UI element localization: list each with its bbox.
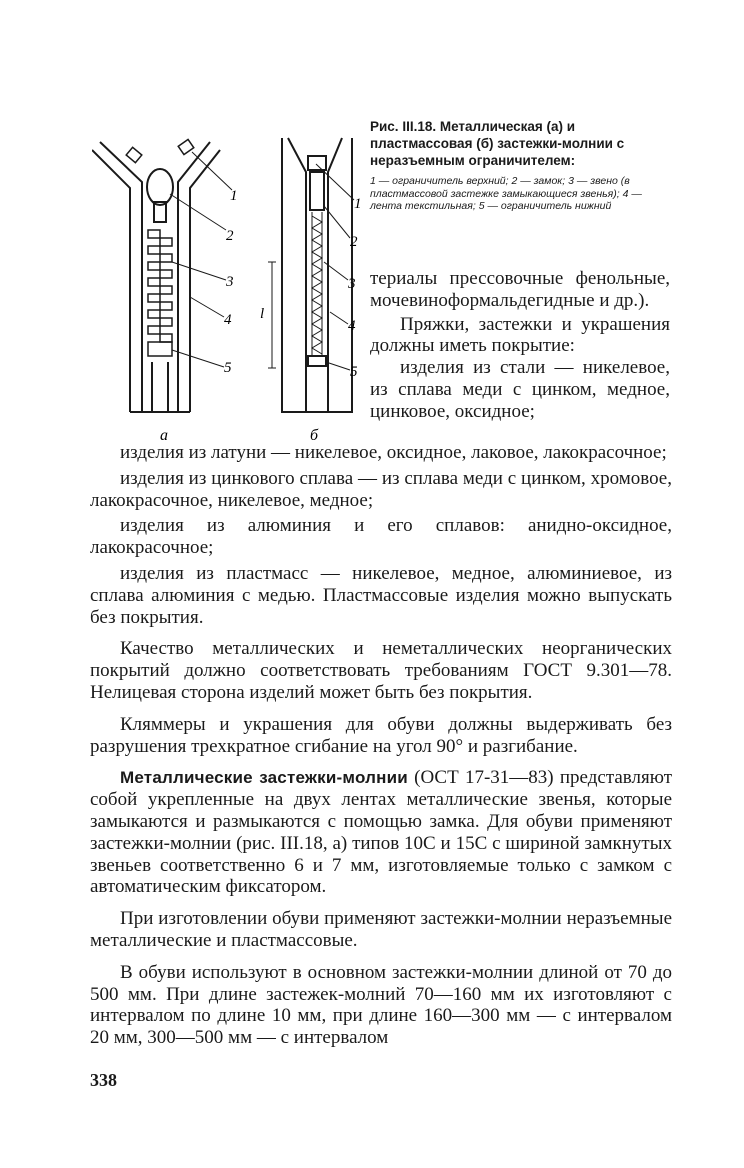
paragraph: изделия из цинкового сплава — из сплава меди с цинком, хромовое, лакокрасочное, никелевое, медное;	[90, 467, 672, 511]
paragraph	[90, 767, 672, 898]
zipper-figure	[92, 112, 380, 442]
paragraph: изделия из латуни — никелевое, оксидное, лаковое, лакокрасочное;	[120, 442, 667, 463]
run-in-heading: Металлические застежки-молнии	[120, 768, 408, 788]
label-b3: 3	[348, 276, 356, 292]
paragraph: При изготовлении обуви применяют застежки-молнии неразъемные металлические и пластмассовые.	[90, 908, 672, 951]
paragraph: Кляммеры и украшения для обуви должны выдерживать без разрушения трехкратное сгибание на угол 90° и разгибание.	[90, 713, 672, 757]
label-a2: 2	[226, 228, 234, 244]
page-number: 338	[90, 1070, 117, 1090]
panel-a-label: а	[160, 427, 168, 442]
paragraph: изделия из алюминия и его сплавов: анидно-оксидное, лакокрасочное;	[90, 515, 672, 559]
figure-caption	[370, 118, 670, 213]
paragraph: изделия из стали — никелевое, из сплава меди с цинком, медное, цинковое, оксидное;	[370, 357, 670, 422]
plastic-zipper-drawing	[268, 138, 354, 412]
label-b4: 4	[348, 318, 356, 334]
main-text-block	[90, 442, 672, 1049]
label-b5: 5	[350, 364, 358, 380]
paragraph: изделия из пластмасс — никелевое, медное, алюминиевое, из сплава алюминия с медью. Пластмассовые изделия можно выпускать без покрытия.	[90, 562, 672, 628]
label-a5: 5	[224, 360, 232, 376]
paragraph: Качество металлических и неметаллических неорганических покрытий должно соответствовать требованиям ГОСТ 9.301—78. Нелицевая сторона изделий может быть без покрытия.	[90, 638, 672, 703]
label-a3: 3	[226, 274, 234, 290]
length-label: l	[260, 306, 265, 322]
paragraph: териалы прессовочные фенольные, мочевиноформальдегидные и др.).	[370, 268, 670, 311]
wrapped-text-block	[370, 268, 670, 423]
metal-zipper-drawing	[92, 139, 232, 412]
label-b2: 2	[350, 234, 358, 250]
label-a4: 4	[224, 312, 232, 328]
label-a1: 1	[230, 188, 238, 204]
paragraph-text: (ОСТ 17-31—83) представляют собой укрепленные на двух лентах металлические звенья, которые замыкаются и размыкаются с помощью замка. Для обуви применяют застежки-молнии (рис. III.18, а) типов 10С и 15С с шириной замкнутых звеньев соответственно 6 и 7 мм, изготовляемые только с замком с автоматическим фиксатором.	[90, 767, 672, 898]
paragraph: Пряжки, застежки и украшения должны иметь покрытие:	[370, 313, 670, 357]
zipper-illustration	[92, 112, 380, 442]
caption-title: Рис. III.18. Металлическая (а) и пластмассовая (б) застежки-молнии с неразъемным ограничителем:	[370, 119, 625, 168]
label-b1: 1	[354, 196, 362, 212]
caption-legend: 1 — ограничитель верхний; 2 — замок; 3 — звено (в пластмассовой застежке замыкающиеся звенья); 4 — лента текстильная; 5 — ограничитель нижний	[370, 175, 642, 212]
panel-b-label: б	[310, 427, 319, 442]
paragraph: В обуви используют в основном застежки-молнии длиной от 70 до 500 мм. При длине застежек-молний 70—160 мм их изготовляют с интервалом по длине 10 мм, при длине 160—300 мм — с интервалом 20 мм, 300—500 мм — с интервалом	[90, 961, 672, 1049]
